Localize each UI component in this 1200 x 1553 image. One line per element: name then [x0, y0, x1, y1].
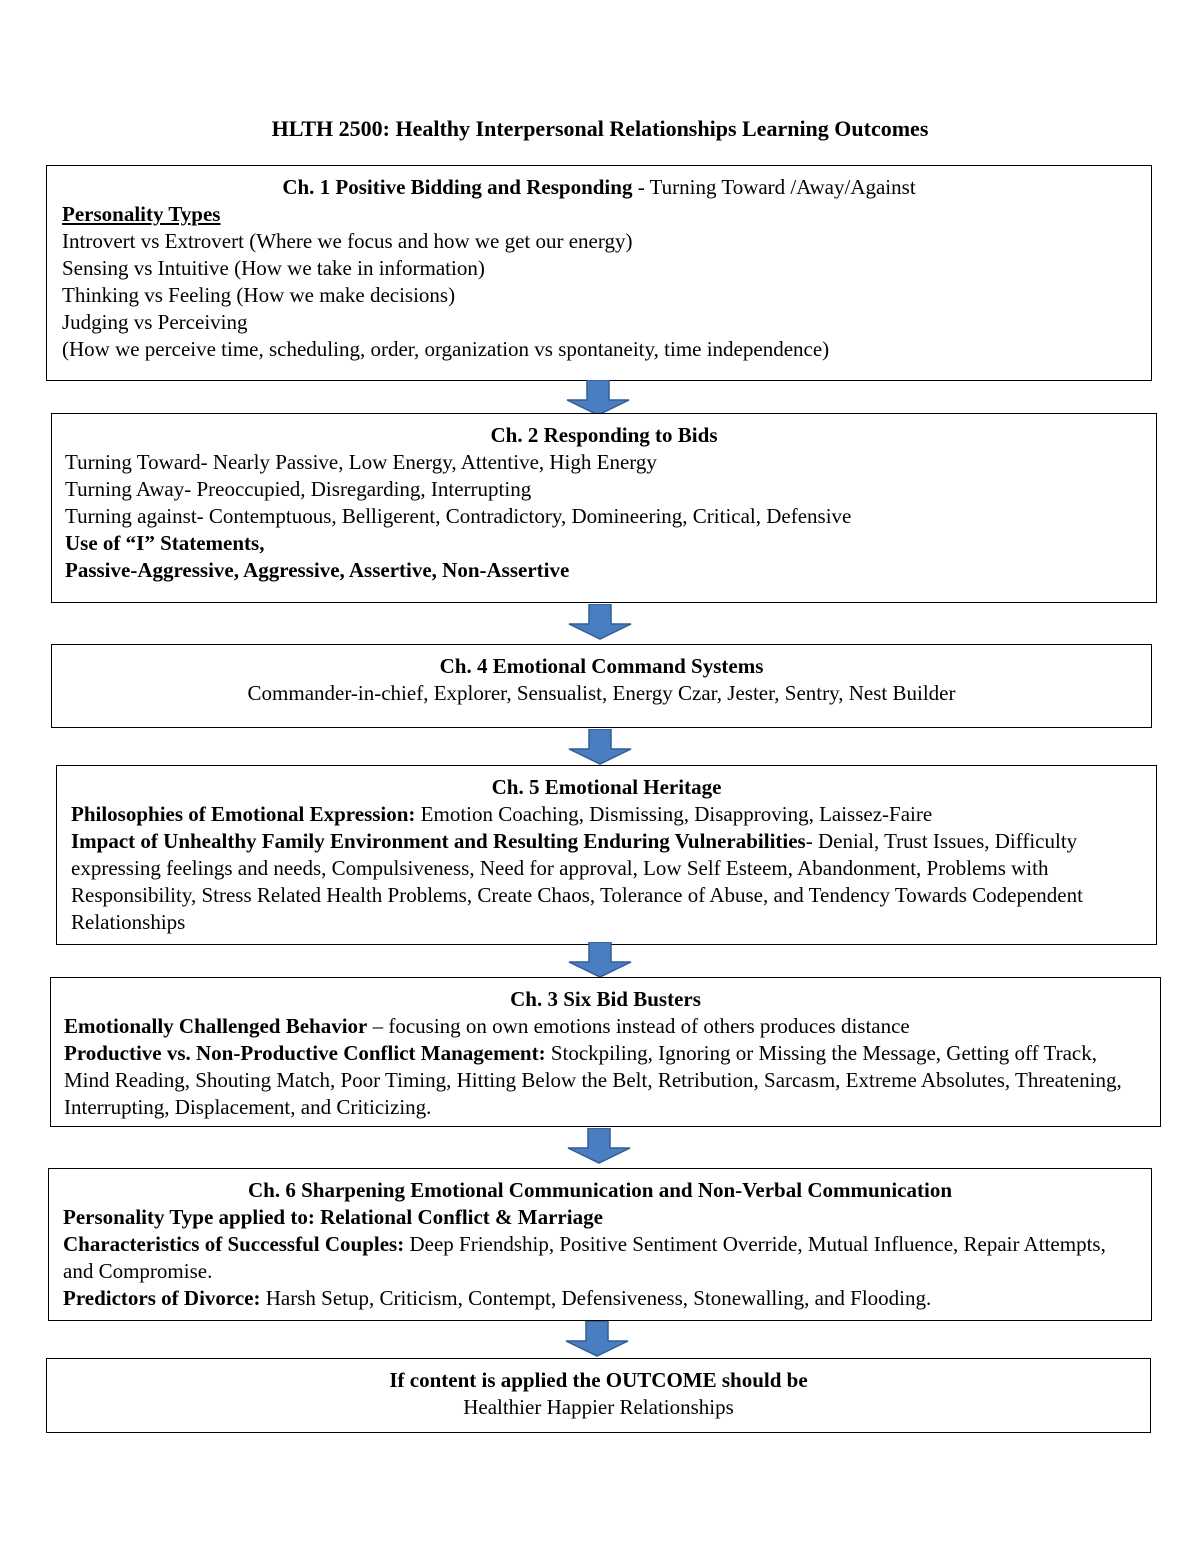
- ch5-impact: [71, 828, 1142, 936]
- ch5-box: [56, 765, 1157, 945]
- ch2-line: Turning Away- Preoccupied, Disregarding, Interrupting: [65, 477, 532, 501]
- ch2-heading: Ch. 2 Responding to Bids: [490, 423, 718, 447]
- ch1-heading-bold: Ch. 1 Positive Bidding and Responding: [282, 175, 633, 199]
- ch3-p1-bold: Emotionally Challenged Behavior: [64, 1014, 368, 1038]
- down-arrow-icon: [564, 1128, 634, 1164]
- ch3-box: [50, 977, 1161, 1127]
- ch6-box: [48, 1168, 1152, 1321]
- ch5-heading: Ch. 5 Emotional Heritage: [491, 775, 722, 799]
- ch2-box: [51, 413, 1157, 603]
- ch3-heading: Ch. 3 Six Bid Busters: [510, 987, 701, 1011]
- ch2-line: Turning against- Contemptuous, Belligerent, Contradictory, Domineering, Critical, Defensive: [65, 504, 852, 528]
- ch1-box: [46, 165, 1152, 381]
- down-arrow-icon: [565, 604, 635, 640]
- ch6-predictors-divorce: [63, 1285, 1137, 1312]
- ch3-emotional-behavior: [64, 1013, 1147, 1040]
- ch3-p2-bold: Productive vs. Non-Productive Conflict Management:: [64, 1041, 546, 1065]
- ch2-bold-line: Passive-Aggressive, Aggressive, Assertive, Non-Assertive: [65, 558, 570, 582]
- ch1-subheading: Personality Types: [62, 202, 221, 226]
- ch3-p1-rest: – focusing on own emotions instead of others produces distance: [367, 1014, 910, 1038]
- ch2-bold-line: Use of “I” Statements,: [65, 531, 265, 555]
- ch3-p2-rest: Stockpiling, Ignoring or Missing the Message, Getting off Track, Mind Reading, Shouting Match, Poor Timing, Hitting Below the Belt, Retribution, Sarcasm, Extreme Absolutes, Threatening, Interrupting, Displacement, and Criticizing.: [64, 1041, 1122, 1119]
- ch1-heading: [62, 174, 1136, 201]
- ch4-heading: Ch. 4 Emotional Command Systems: [439, 654, 764, 678]
- ch1-line: Judging vs Perceiving: [62, 310, 248, 334]
- down-arrow-icon: [562, 1321, 632, 1357]
- page-title: HLTH 2500: Healthy Interpersonal Relationships Learning Outcomes: [271, 116, 929, 141]
- ch6-bold-line: Personality Type applied to: Relational Conflict & Marriage: [63, 1205, 603, 1229]
- ch1-line: Thinking vs Feeling (How we make decisions): [62, 283, 456, 307]
- down-arrow-icon: [565, 729, 635, 765]
- ch6-heading: Ch. 6 Sharpening Emotional Communication and Non-Verbal Communication: [248, 1178, 952, 1202]
- ch3-conflict-management: [64, 1040, 1147, 1121]
- down-arrow-icon: [563, 380, 633, 416]
- outcome-heading: If content is applied the OUTCOME should be: [389, 1368, 808, 1392]
- outcome-line: Healthier Happier Relationships: [463, 1395, 734, 1419]
- down-arrow-icon: [565, 942, 635, 978]
- ch6-p2-bold: Predictors of Divorce:: [63, 1286, 261, 1310]
- ch5-p2-bold: Impact of Unhealthy Family Environment and Resulting Enduring Vulnerabilities: [71, 829, 806, 853]
- ch1-heading-rest: - Turning Toward /Away/Against: [632, 175, 916, 199]
- ch4-line: Commander-in-chief, Explorer, Sensualist, Energy Czar, Jester, Sentry, Nest Builder: [247, 681, 956, 705]
- outcome-box: [46, 1358, 1151, 1433]
- ch1-line: Introvert vs Extrovert (Where we focus and how we get our energy): [62, 229, 633, 253]
- ch6-p1-rest: Deep Friendship, Positive Sentiment Override, Mutual Influence, Repair Attempts, and Compromise.: [63, 1232, 1106, 1283]
- ch5-p1-bold: Philosophies of Emotional Expression:: [71, 802, 416, 826]
- ch5-p2-rest: - Denial, Trust Issues, Difficulty expressing feelings and needs, Compulsiveness, Need for approval, Low Self Esteem, Abandonment, Problems with Responsibility, Stress Related Health Problems, Create Chaos, Tolerance of Abuse, and Tendency Towards Codependent Relationships: [71, 829, 1083, 934]
- ch6-p1-bold: Characteristics of Successful Couples:: [63, 1232, 405, 1256]
- ch1-line: Sensing vs Intuitive (How we take in information): [62, 256, 485, 280]
- ch6-successful-couples: [63, 1231, 1137, 1285]
- ch5-philosophies: [71, 801, 1142, 828]
- ch1-line: (How we perceive time, scheduling, order, organization vs spontaneity, time independence): [62, 337, 830, 361]
- ch4-box: [51, 644, 1152, 728]
- ch5-p1-rest: Emotion Coaching, Dismissing, Disapproving, Laissez-Faire: [415, 802, 933, 826]
- ch2-line: Turning Toward- Nearly Passive, Low Energy, Attentive, High Energy: [65, 450, 657, 474]
- ch6-p2-rest: Harsh Setup, Criticism, Contempt, Defensiveness, Stonewalling, and Flooding.: [260, 1286, 932, 1310]
